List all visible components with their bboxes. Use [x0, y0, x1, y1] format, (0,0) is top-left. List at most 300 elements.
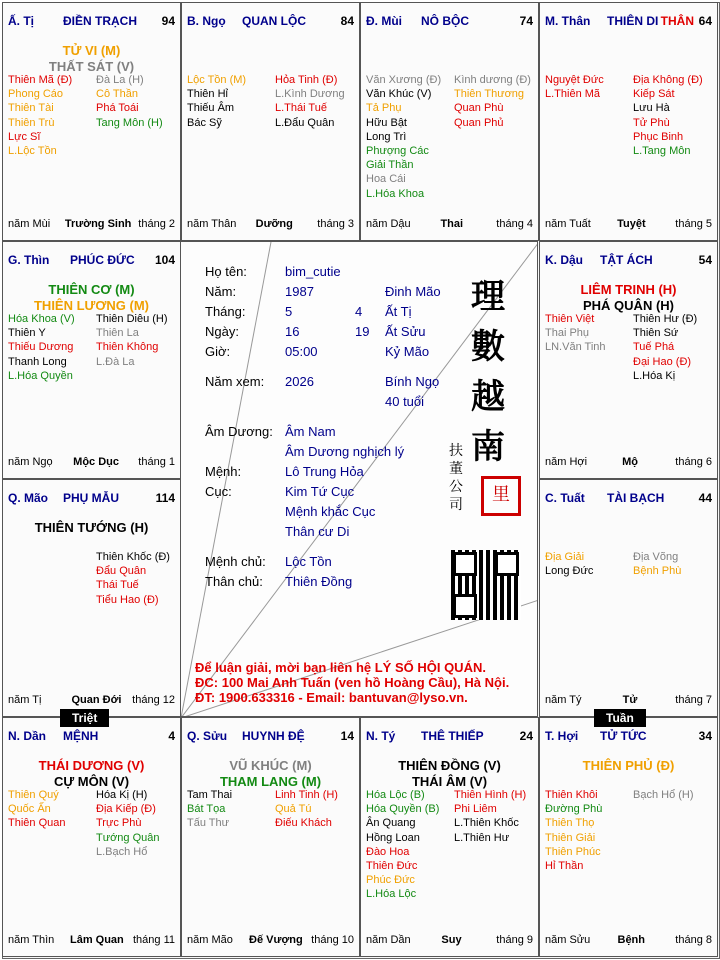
main-stars: [3, 282, 180, 314]
minor-star: L.Thiên Hư: [454, 831, 510, 844]
minor-star: Bệnh Phù: [633, 565, 682, 578]
palace-branch: Đ. Mùi: [366, 14, 402, 28]
minor-star: Đẩu Quân: [96, 565, 147, 578]
minor-star: Tiểu Hao (Đ): [96, 593, 159, 606]
contact-line: Để luận giải, mời bạn liên hệ LÝ SỐ HỘI QUÁN.: [195, 660, 486, 675]
palace-cell[interactable]: [2, 2, 181, 241]
minor-star: Địa Võng: [633, 551, 679, 563]
palace-cell[interactable]: [539, 2, 718, 241]
minor-star: Thiên Thọ: [545, 817, 595, 830]
palace-header: [545, 729, 712, 745]
info-value: Lô Trung Hỏa: [285, 464, 364, 479]
palace-name: THIÊN DI: [607, 14, 659, 28]
main-star: THIÊN TƯỚNG (H): [34, 520, 149, 535]
info-value: 1987: [285, 284, 314, 299]
palace-name: PHÚC ĐỨC: [70, 253, 135, 267]
info-value: 2026: [285, 374, 314, 389]
minor-star: Thiên Sứ: [633, 327, 679, 340]
palace-number: 4: [168, 729, 175, 743]
minor-star: Phúc Đức: [366, 874, 415, 887]
minor-star: Thiên Quan: [8, 817, 66, 830]
minor-stars-right: [96, 550, 170, 607]
main-star: THIÊN PHỦ (Đ): [582, 758, 675, 773]
info-value: Âm Dương nghịch lý: [285, 444, 405, 459]
minor-star: Phục Binh: [633, 130, 684, 143]
palace-month: tháng 7: [675, 694, 712, 706]
palace-stage: Mộc Dục: [73, 456, 120, 468]
minor-star: Kình dương (Đ): [454, 74, 531, 86]
minor-stars-right: [96, 312, 168, 369]
palace-header: [545, 14, 712, 30]
palace-month: tháng 8: [675, 934, 712, 946]
minor-stars-right: [454, 788, 526, 845]
minor-star: Hóa Quyền (B): [366, 803, 440, 816]
palace-footer: [545, 934, 712, 948]
minor-star: Ân Quang: [366, 817, 416, 830]
palace-header: [366, 729, 533, 745]
palace-year: năm Mão: [187, 934, 233, 946]
minor-star: L.Kình Dương: [275, 88, 345, 101]
palace-footer: [8, 694, 175, 708]
info-row: [205, 284, 465, 302]
main-star: THIÊN LƯƠNG (M): [33, 298, 150, 313]
minor-star: Địa Giải: [545, 551, 585, 563]
minor-star: Tấu Thư: [187, 817, 230, 830]
palace-header: [8, 729, 175, 745]
minor-star: Lộc Tồn (M): [187, 74, 247, 86]
main-stars: [361, 758, 538, 790]
minor-star: Hỉ Thần: [545, 860, 584, 873]
minor-star: Thiếu Âm: [187, 102, 235, 115]
palace-year: năm Dần: [366, 934, 411, 946]
main-stars: [3, 758, 180, 790]
palace-year: năm Thìn: [8, 934, 55, 946]
minor-star: Bác Sỹ: [187, 116, 222, 129]
minor-star: Thanh Long: [8, 355, 67, 368]
minor-stars-left: [545, 550, 593, 578]
red-seal-stamp: 里: [481, 476, 521, 516]
minor-stars-left: [8, 73, 72, 158]
minor-star: Long Trì: [366, 130, 407, 143]
palace-cell[interactable]: [2, 717, 181, 957]
palace-year: năm Mùi: [8, 218, 51, 230]
palace-year: năm Tị: [8, 694, 42, 706]
contact-line: ĐC: 100 Mai Anh Tuấn (ven hồ Hoàng Cầu), Hà Nội.: [195, 675, 510, 690]
minor-star: Hóa Lộc (B): [366, 789, 425, 801]
palace-number: 94: [161, 14, 175, 28]
minor-stars-right: [454, 73, 531, 130]
minor-star: LN.Văn Tinh: [545, 341, 606, 354]
palace-number: 104: [154, 253, 175, 267]
palace-number: 84: [340, 14, 354, 28]
palace-branch: Ấ. Tị: [8, 14, 34, 28]
minor-star: Địa Không (Đ): [633, 74, 703, 86]
minor-star: L.Tang Môn: [633, 145, 691, 158]
minor-star: Điếu Khách: [275, 817, 332, 830]
palace-header: [366, 14, 533, 30]
main-star: LIÊM TRINH (H): [580, 282, 677, 297]
minor-stars-left: [545, 73, 604, 101]
info-label: Giờ:: [205, 344, 231, 359]
palace-cell[interactable]: [360, 717, 539, 957]
info-row: [205, 344, 465, 362]
palace-year: năm Ngọ: [8, 456, 53, 468]
minor-star: Tả Phụ: [366, 102, 402, 115]
info-value: Mệnh khắc Cục: [285, 504, 376, 519]
palace-year: năm Tý: [545, 694, 582, 706]
minor-star: Thiên Hư (Đ): [633, 313, 698, 325]
palace-stage: Thai: [440, 218, 464, 230]
minor-star: Tuế Phá: [633, 341, 675, 354]
minor-star: Bát Tọa: [187, 803, 226, 816]
palace-name: MỆNH: [63, 729, 99, 743]
palace-branch: M. Thân: [545, 14, 591, 28]
info-label: Mệnh chủ:: [205, 554, 266, 569]
palace-number: 64: [698, 14, 712, 28]
info-lunar-value: 19: [355, 324, 370, 339]
minor-star: Phá Toái: [96, 102, 139, 115]
minor-stars-left: [8, 312, 75, 383]
info-row: [205, 504, 465, 522]
palace-number: 14: [340, 729, 354, 743]
palace-name: NÔ BỘC: [421, 14, 469, 28]
minor-stars-right: [633, 73, 703, 158]
seal-side-text: 扶 董 公 司: [449, 443, 463, 513]
info-row: [205, 264, 465, 282]
info-label: Năm xem:: [205, 374, 265, 389]
minor-star: Địa Kiếp (Đ): [96, 803, 156, 816]
palace-stage: Dưỡng: [255, 218, 293, 230]
minor-star: L.Hóa Khoa: [366, 187, 425, 200]
palace-year: năm Tuất: [545, 218, 591, 230]
minor-star: Thiên Y: [8, 327, 46, 340]
info-label: Thân chủ:: [205, 574, 263, 589]
info-label: Ngày:: [205, 324, 239, 339]
info-row: [205, 424, 465, 442]
minor-star: Thiên Diêu (H): [96, 313, 168, 325]
palace-cell[interactable]: [539, 717, 718, 957]
info-row: [205, 374, 465, 392]
palace-branch: C. Tuất: [545, 491, 585, 505]
palace-name: TẬT ÁCH: [600, 253, 653, 267]
palace-branch: N. Tý: [366, 729, 396, 743]
minor-stars-left: [366, 788, 439, 902]
palace-header: [187, 14, 354, 30]
info-lunar-value: 4: [355, 304, 363, 319]
minor-star: L.Đà La: [96, 355, 135, 368]
main-star: THÁI DƯƠNG (V): [38, 758, 145, 773]
minor-star: Tử Phù: [633, 116, 670, 129]
minor-star: Phong Cáo: [8, 88, 64, 101]
palace-number: 24: [519, 729, 533, 743]
palace-stage: Tuyệt: [617, 218, 646, 230]
minor-star: Quan Phủ: [454, 116, 504, 129]
minor-star: Thiên Khốc (Đ): [96, 551, 170, 563]
minor-star: Tướng Quân: [96, 831, 160, 844]
palace-month: tháng 12: [132, 694, 175, 706]
palace-name: HUYNH ĐỆ: [242, 729, 305, 743]
minor-star: Đường Phù: [545, 803, 603, 816]
palace-stage: Đế Vượng: [249, 934, 303, 946]
palace-branch: G. Thìn: [8, 253, 50, 267]
palace-cell[interactable]: [539, 479, 718, 717]
palace-month: tháng 2: [138, 218, 175, 230]
palace-cell[interactable]: [181, 717, 360, 957]
palace-month: tháng 10: [311, 934, 354, 946]
palace-name: THÊ THIẾP: [421, 729, 484, 743]
palace-month: tháng 5: [675, 218, 712, 230]
info-label: Mệnh:: [205, 464, 242, 479]
info-value: Âm Nam: [285, 424, 336, 439]
info-canchi: Đinh Mão: [385, 284, 441, 299]
info-canchi: Kỷ Mão: [385, 344, 430, 359]
palace-footer: [545, 456, 712, 470]
palace-branch: Q. Mão: [8, 491, 49, 505]
minor-star: Hoa Cái: [366, 173, 406, 186]
main-star: THÁI ÂM (V): [411, 774, 488, 789]
palace-cell[interactable]: [2, 241, 181, 479]
center-info-panel: [180, 241, 538, 717]
palace-cell[interactable]: [360, 2, 539, 241]
palace-header: [8, 253, 175, 269]
palace-number: 114: [155, 491, 175, 505]
palace-stage: Suy: [441, 934, 462, 946]
minor-stars-right: [633, 550, 681, 578]
than-badge: THÂN: [660, 14, 694, 28]
palace-number: 44: [698, 491, 712, 505]
palace-name: TÀI BẠCH: [607, 491, 665, 505]
info-value: Kim Tứ Cục: [285, 484, 355, 499]
palace-header: [8, 14, 175, 30]
main-stars: [3, 43, 180, 75]
minor-star: Thiên Thương: [454, 88, 525, 101]
minor-star: Trực Phù: [96, 817, 142, 830]
palace-cell[interactable]: [2, 479, 181, 717]
info-value: 16: [285, 324, 300, 339]
palace-cell[interactable]: [539, 241, 718, 479]
main-star: TỬ VI (M): [62, 43, 121, 58]
minor-star: Kiếp Sát: [633, 88, 675, 101]
minor-stars-left: [545, 788, 602, 873]
minor-stars-right: [275, 73, 345, 130]
info-label: Cục:: [205, 484, 232, 499]
minor-star: L.Bạch Hổ: [96, 845, 148, 858]
minor-stars-left: [366, 73, 441, 201]
palace-year: năm Thân: [187, 218, 237, 230]
palace-cell[interactable]: [181, 2, 360, 241]
minor-stars-left: [8, 788, 65, 831]
info-row: [205, 574, 465, 592]
info-row: [205, 464, 465, 482]
palace-stage: Trường Sinh: [64, 218, 132, 230]
minor-stars-right: [633, 788, 694, 802]
palace-year: năm Dậu: [366, 218, 411, 230]
minor-star: Thiên Không: [96, 341, 159, 354]
minor-star: L.Hóa Kị: [633, 369, 676, 382]
minor-stars-left: [187, 73, 246, 130]
info-canchi: Ất Tị: [385, 304, 412, 319]
minor-star: L.Thiên Mã: [545, 88, 601, 101]
minor-star: Quả Tú: [275, 803, 312, 816]
minor-star: Lưu Hà: [633, 102, 670, 115]
info-row: [205, 484, 465, 502]
palace-header: [8, 491, 175, 507]
palace-footer: [545, 218, 712, 232]
contact-block: [195, 660, 535, 705]
palace-year: năm Sửu: [545, 934, 591, 946]
info-row: [205, 324, 465, 342]
palace-branch: Q. Sửu: [187, 729, 228, 743]
minor-star: Thiên Hỉ: [187, 88, 228, 101]
calligraphy-logo: 理 數 越 南: [471, 277, 505, 467]
palace-branch: K. Dậu: [545, 253, 584, 267]
palace-month: tháng 3: [317, 218, 354, 230]
main-star: THIÊN CƠ (M): [48, 282, 135, 297]
info-canchi: Ất Sửu: [385, 324, 426, 339]
palace-name: PHỤ MẪU: [63, 491, 119, 505]
main-star: VŨ KHÚC (M): [229, 758, 312, 773]
info-row: [205, 304, 465, 322]
info-row: [205, 554, 465, 572]
minor-star: Bạch Hổ (H): [633, 789, 694, 801]
minor-stars-right: [633, 312, 697, 383]
info-value: Thân cư Di: [285, 524, 350, 539]
minor-star: Hỏa Tinh (Đ): [275, 74, 338, 86]
palace-stage: Lâm Quan: [69, 934, 124, 946]
palace-branch: N. Dần: [8, 729, 47, 743]
palace-footer: [8, 934, 175, 948]
minor-star: Lực Sĩ: [8, 130, 41, 143]
minor-star: Phượng Các: [366, 145, 429, 158]
info-row: [205, 444, 465, 462]
minor-star: Văn Khúc (V): [366, 88, 432, 101]
minor-star: Quốc Ấn: [8, 803, 51, 816]
palace-number: 54: [698, 253, 712, 267]
minor-star: Thai Phụ: [545, 327, 590, 340]
main-star: CỰ MÔN (V): [53, 774, 130, 789]
minor-star: Cô Thần: [96, 88, 138, 101]
main-stars: [540, 282, 717, 314]
palace-stage: Mộ: [622, 456, 639, 468]
minor-star: Hóa Kị (H): [96, 789, 148, 801]
minor-stars-right: [96, 73, 163, 130]
palace-footer: [366, 218, 533, 232]
info-label: Năm:: [205, 284, 237, 299]
minor-star: Thiên Phúc: [545, 845, 601, 858]
palace-header: [545, 253, 712, 269]
palace-header: [545, 491, 712, 507]
palace-name: TỬ TỨC: [600, 729, 647, 743]
main-stars: [3, 520, 180, 536]
minor-star: L.Đẩu Quân: [275, 116, 335, 129]
minor-star: Thiên Mã (Đ): [8, 74, 73, 86]
palace-footer: [545, 694, 712, 708]
main-star: THIÊN ĐỒNG (V): [398, 758, 501, 773]
minor-star: Phi Liêm: [454, 803, 497, 816]
triet-marker: Triệt: [60, 709, 109, 727]
palace-month: tháng 9: [496, 934, 533, 946]
minor-star: L.Hóa Quyền: [8, 369, 73, 382]
info-value: 05:00: [285, 344, 318, 359]
minor-star: Giải Thần: [366, 159, 414, 172]
palace-branch: B. Ngọ: [187, 14, 226, 28]
info-label: Họ tên:: [205, 264, 247, 279]
minor-star: Thiên Đức: [366, 860, 418, 873]
minor-star: Thiếu Dương: [8, 341, 74, 354]
minor-star: Thiên La: [96, 327, 139, 340]
palace-header: [187, 729, 354, 745]
minor-star: Thiên Hình (H): [454, 789, 527, 801]
minor-star: Đà La (H): [96, 74, 144, 86]
palace-month: tháng 6: [675, 456, 712, 468]
minor-star: Thiên Quý: [8, 789, 59, 801]
main-stars: [182, 758, 359, 790]
info-value: Lộc Tồn: [285, 554, 332, 569]
qr-code[interactable]: [451, 550, 521, 620]
info-label: Tháng:: [205, 304, 246, 319]
palace-number: 34: [698, 729, 712, 743]
palace-footer: [187, 218, 354, 232]
tuan-marker: Tuần: [594, 709, 646, 727]
minor-star: Thiên Trù: [8, 116, 55, 129]
palace-stage: Tử: [622, 694, 638, 706]
main-star: THAM LANG (M): [219, 774, 322, 789]
palace-year: năm Hợi: [545, 456, 588, 468]
minor-stars-left: [187, 788, 232, 831]
palace-number: 74: [519, 14, 533, 28]
minor-star: Quan Phù: [454, 102, 504, 115]
palace-month: tháng 11: [132, 934, 175, 946]
minor-star: L.Hóa Lộc: [366, 888, 417, 901]
minor-star: Hóa Khoa (V): [8, 313, 75, 325]
minor-star: Hữu Bật: [366, 116, 407, 129]
main-stars: [540, 758, 717, 774]
info-canchi: 40 tuổi: [385, 394, 425, 409]
minor-star: Đại Hao (Đ): [633, 355, 692, 368]
minor-stars-left: [545, 312, 606, 355]
palace-month: tháng 4: [496, 218, 533, 230]
info-canchi: Bính Ngọ: [385, 374, 440, 389]
minor-stars-right: [96, 788, 160, 859]
palace-branch: T. Hợi: [545, 729, 579, 743]
palace-footer: [8, 218, 175, 232]
minor-star: Long Đức: [545, 565, 594, 578]
minor-star: Văn Xương (Đ): [366, 74, 442, 86]
info-value: Thiên Đồng: [285, 574, 353, 589]
main-star: PHÁ QUÂN (H): [583, 298, 674, 313]
info-value: 5: [285, 304, 293, 319]
info-label: Âm Dương:: [205, 424, 273, 439]
palace-name: QUAN LỘC: [242, 14, 306, 28]
info-row: [205, 394, 465, 412]
palace-stage: Quan Đới: [71, 694, 122, 706]
minor-star: L.Lộc Tồn: [8, 145, 57, 158]
minor-star: Hồng Loan: [366, 831, 420, 844]
info-row: [205, 524, 465, 542]
minor-star: L.Thiên Khốc: [454, 817, 519, 830]
minor-star: Linh Tinh (H): [275, 789, 338, 801]
minor-star: Thiên Tài: [8, 102, 54, 115]
main-star: THẤT SÁT (V): [48, 59, 135, 74]
minor-star: Thiên Giải: [545, 831, 596, 844]
minor-stars-right: [275, 788, 338, 831]
minor-star: Thái Tuế: [96, 579, 139, 592]
minor-star: Tang Môn (H): [96, 116, 163, 129]
palace-stage: Bệnh: [617, 934, 645, 946]
palace-footer: [187, 934, 354, 948]
info-value: bim_cutie: [285, 264, 341, 279]
palace-footer: [8, 456, 175, 470]
